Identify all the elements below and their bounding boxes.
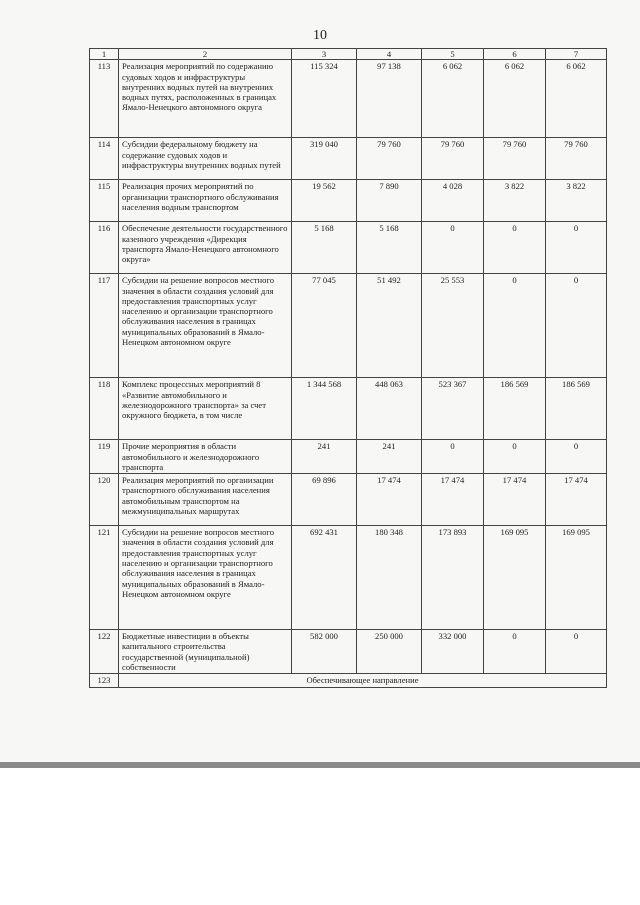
value-col6: 79 760 bbox=[484, 138, 546, 180]
value-col6: 0 bbox=[484, 440, 546, 474]
value-col6: 0 bbox=[484, 222, 546, 274]
page-number: 10 bbox=[313, 28, 327, 43]
value-col5: 0 bbox=[422, 440, 484, 474]
row-number: 114 bbox=[90, 138, 119, 180]
value-col5: 4 028 bbox=[422, 180, 484, 222]
row-name: Субсидии на решение вопросов местного значения в области создания условий для предоставления транспортных услуг населению и организации транспортного обслуживания населения в границах муниципальных образований в Ямало-Ненецком автономном округе bbox=[119, 526, 292, 630]
value-col6: 169 095 bbox=[484, 526, 546, 630]
row-number: 115 bbox=[90, 180, 119, 222]
column-header: 7 bbox=[546, 49, 607, 60]
table-row bbox=[90, 474, 607, 526]
value-col4: 250 000 bbox=[357, 630, 422, 674]
row-number: 116 bbox=[90, 222, 119, 274]
row-number: 113 bbox=[90, 60, 119, 138]
value-col7: 0 bbox=[546, 630, 607, 674]
value-col7: 3 822 bbox=[546, 180, 607, 222]
value-col3: 241 bbox=[292, 440, 357, 474]
column-header: 2 bbox=[119, 49, 292, 60]
value-col5: 332 000 bbox=[422, 630, 484, 674]
value-col6: 0 bbox=[484, 630, 546, 674]
value-col7: 186 569 bbox=[546, 378, 607, 440]
value-col3: 69 896 bbox=[292, 474, 357, 526]
section-title: Обеспечивающее направление bbox=[119, 674, 607, 687]
value-col4: 51 492 bbox=[357, 274, 422, 378]
row-number: 123 bbox=[90, 674, 119, 687]
table-row bbox=[90, 60, 607, 138]
value-col6: 186 569 bbox=[484, 378, 546, 440]
value-col4: 17 474 bbox=[357, 474, 422, 526]
row-number: 117 bbox=[90, 274, 119, 378]
value-col4: 448 063 bbox=[357, 378, 422, 440]
row-name: Реализация прочих мероприятий по организации транспортного обслуживания населения водным транспортом bbox=[119, 180, 292, 222]
row-name: Реализация мероприятий по организации транспортного обслуживания населения автомобильным транспортом на межмуниципальных маршрутах bbox=[119, 474, 292, 526]
value-col3: 1 344 568 bbox=[292, 378, 357, 440]
value-col3: 319 040 bbox=[292, 138, 357, 180]
table-row bbox=[90, 222, 607, 274]
table-row bbox=[90, 630, 607, 674]
table-row bbox=[90, 526, 607, 630]
value-col4: 180 348 bbox=[357, 526, 422, 630]
value-col6: 0 bbox=[484, 274, 546, 378]
row-number: 119 bbox=[90, 440, 119, 474]
row-name: Обеспечение деятельности государственного казенного учреждения «Дирекция транспорта Ямало-Ненецкого автономного округа» bbox=[119, 222, 292, 274]
row-name: Субсидии федеральному бюджету на содержание судовых ходов и инфраструктуры внутренних водных путей bbox=[119, 138, 292, 180]
column-number-row bbox=[90, 49, 607, 60]
value-col7: 169 095 bbox=[546, 526, 607, 630]
value-col4: 7 890 bbox=[357, 180, 422, 222]
value-col5: 79 760 bbox=[422, 138, 484, 180]
value-col4: 79 760 bbox=[357, 138, 422, 180]
row-number: 120 bbox=[90, 474, 119, 526]
section-row bbox=[90, 674, 607, 687]
value-col7: 0 bbox=[546, 222, 607, 274]
value-col7: 0 bbox=[546, 440, 607, 474]
value-col5: 25 553 bbox=[422, 274, 484, 378]
budget-table bbox=[89, 48, 607, 688]
value-col7: 79 760 bbox=[546, 138, 607, 180]
value-col5: 523 367 bbox=[422, 378, 484, 440]
value-col7: 6 062 bbox=[546, 60, 607, 138]
column-header: 3 bbox=[292, 49, 357, 60]
row-number: 118 bbox=[90, 378, 119, 440]
value-col6: 17 474 bbox=[484, 474, 546, 526]
row-name: Субсидии на решение вопросов местного значения в области создания условий для предоставления транспортных услуг населению и организации транспортного обслуживания населения в границах муниципальных образований в Ямало-Ненецком автономном округе bbox=[119, 274, 292, 378]
value-col7: 0 bbox=[546, 274, 607, 378]
value-col3: 582 000 bbox=[292, 630, 357, 674]
value-col5: 6 062 bbox=[422, 60, 484, 138]
row-name: Комплекс процессных мероприятий 8 «Развитие автомобильного и железнодорожного транспорта» за счет окружного бюджета, в том числе bbox=[119, 378, 292, 440]
value-col5: 173 893 bbox=[422, 526, 484, 630]
value-col3: 5 168 bbox=[292, 222, 357, 274]
value-col3: 692 431 bbox=[292, 526, 357, 630]
table-row bbox=[90, 180, 607, 222]
table-row bbox=[90, 274, 607, 378]
table-row bbox=[90, 440, 607, 474]
row-number: 122 bbox=[90, 630, 119, 674]
column-header: 4 bbox=[357, 49, 422, 60]
value-col4: 241 bbox=[357, 440, 422, 474]
row-name: Бюджетные инвестиции в объекты капитального строительства государственной (муниципальной) собственности bbox=[119, 630, 292, 674]
table-row bbox=[90, 138, 607, 180]
value-col3: 115 324 bbox=[292, 60, 357, 138]
row-name: Реализация мероприятий по содержанию судовых ходов и инфраструктуры внутренних водных путей на внутренних водных путях, расположенных в границах Ямало-Ненецкого автономного округа bbox=[119, 60, 292, 138]
column-header: 1 bbox=[90, 49, 119, 60]
value-col5: 17 474 bbox=[422, 474, 484, 526]
row-number: 121 bbox=[90, 526, 119, 630]
column-header: 6 bbox=[484, 49, 546, 60]
value-col3: 19 562 bbox=[292, 180, 357, 222]
value-col6: 3 822 bbox=[484, 180, 546, 222]
value-col7: 17 474 bbox=[546, 474, 607, 526]
value-col6: 6 062 bbox=[484, 60, 546, 138]
value-col4: 97 138 bbox=[357, 60, 422, 138]
value-col3: 77 045 bbox=[292, 274, 357, 378]
value-col4: 5 168 bbox=[357, 222, 422, 274]
table-row bbox=[90, 378, 607, 440]
row-name: Прочие мероприятия в области автомобильного и железнодорожного транспорта bbox=[119, 440, 292, 474]
value-col5: 0 bbox=[422, 222, 484, 274]
column-header: 5 bbox=[422, 49, 484, 60]
